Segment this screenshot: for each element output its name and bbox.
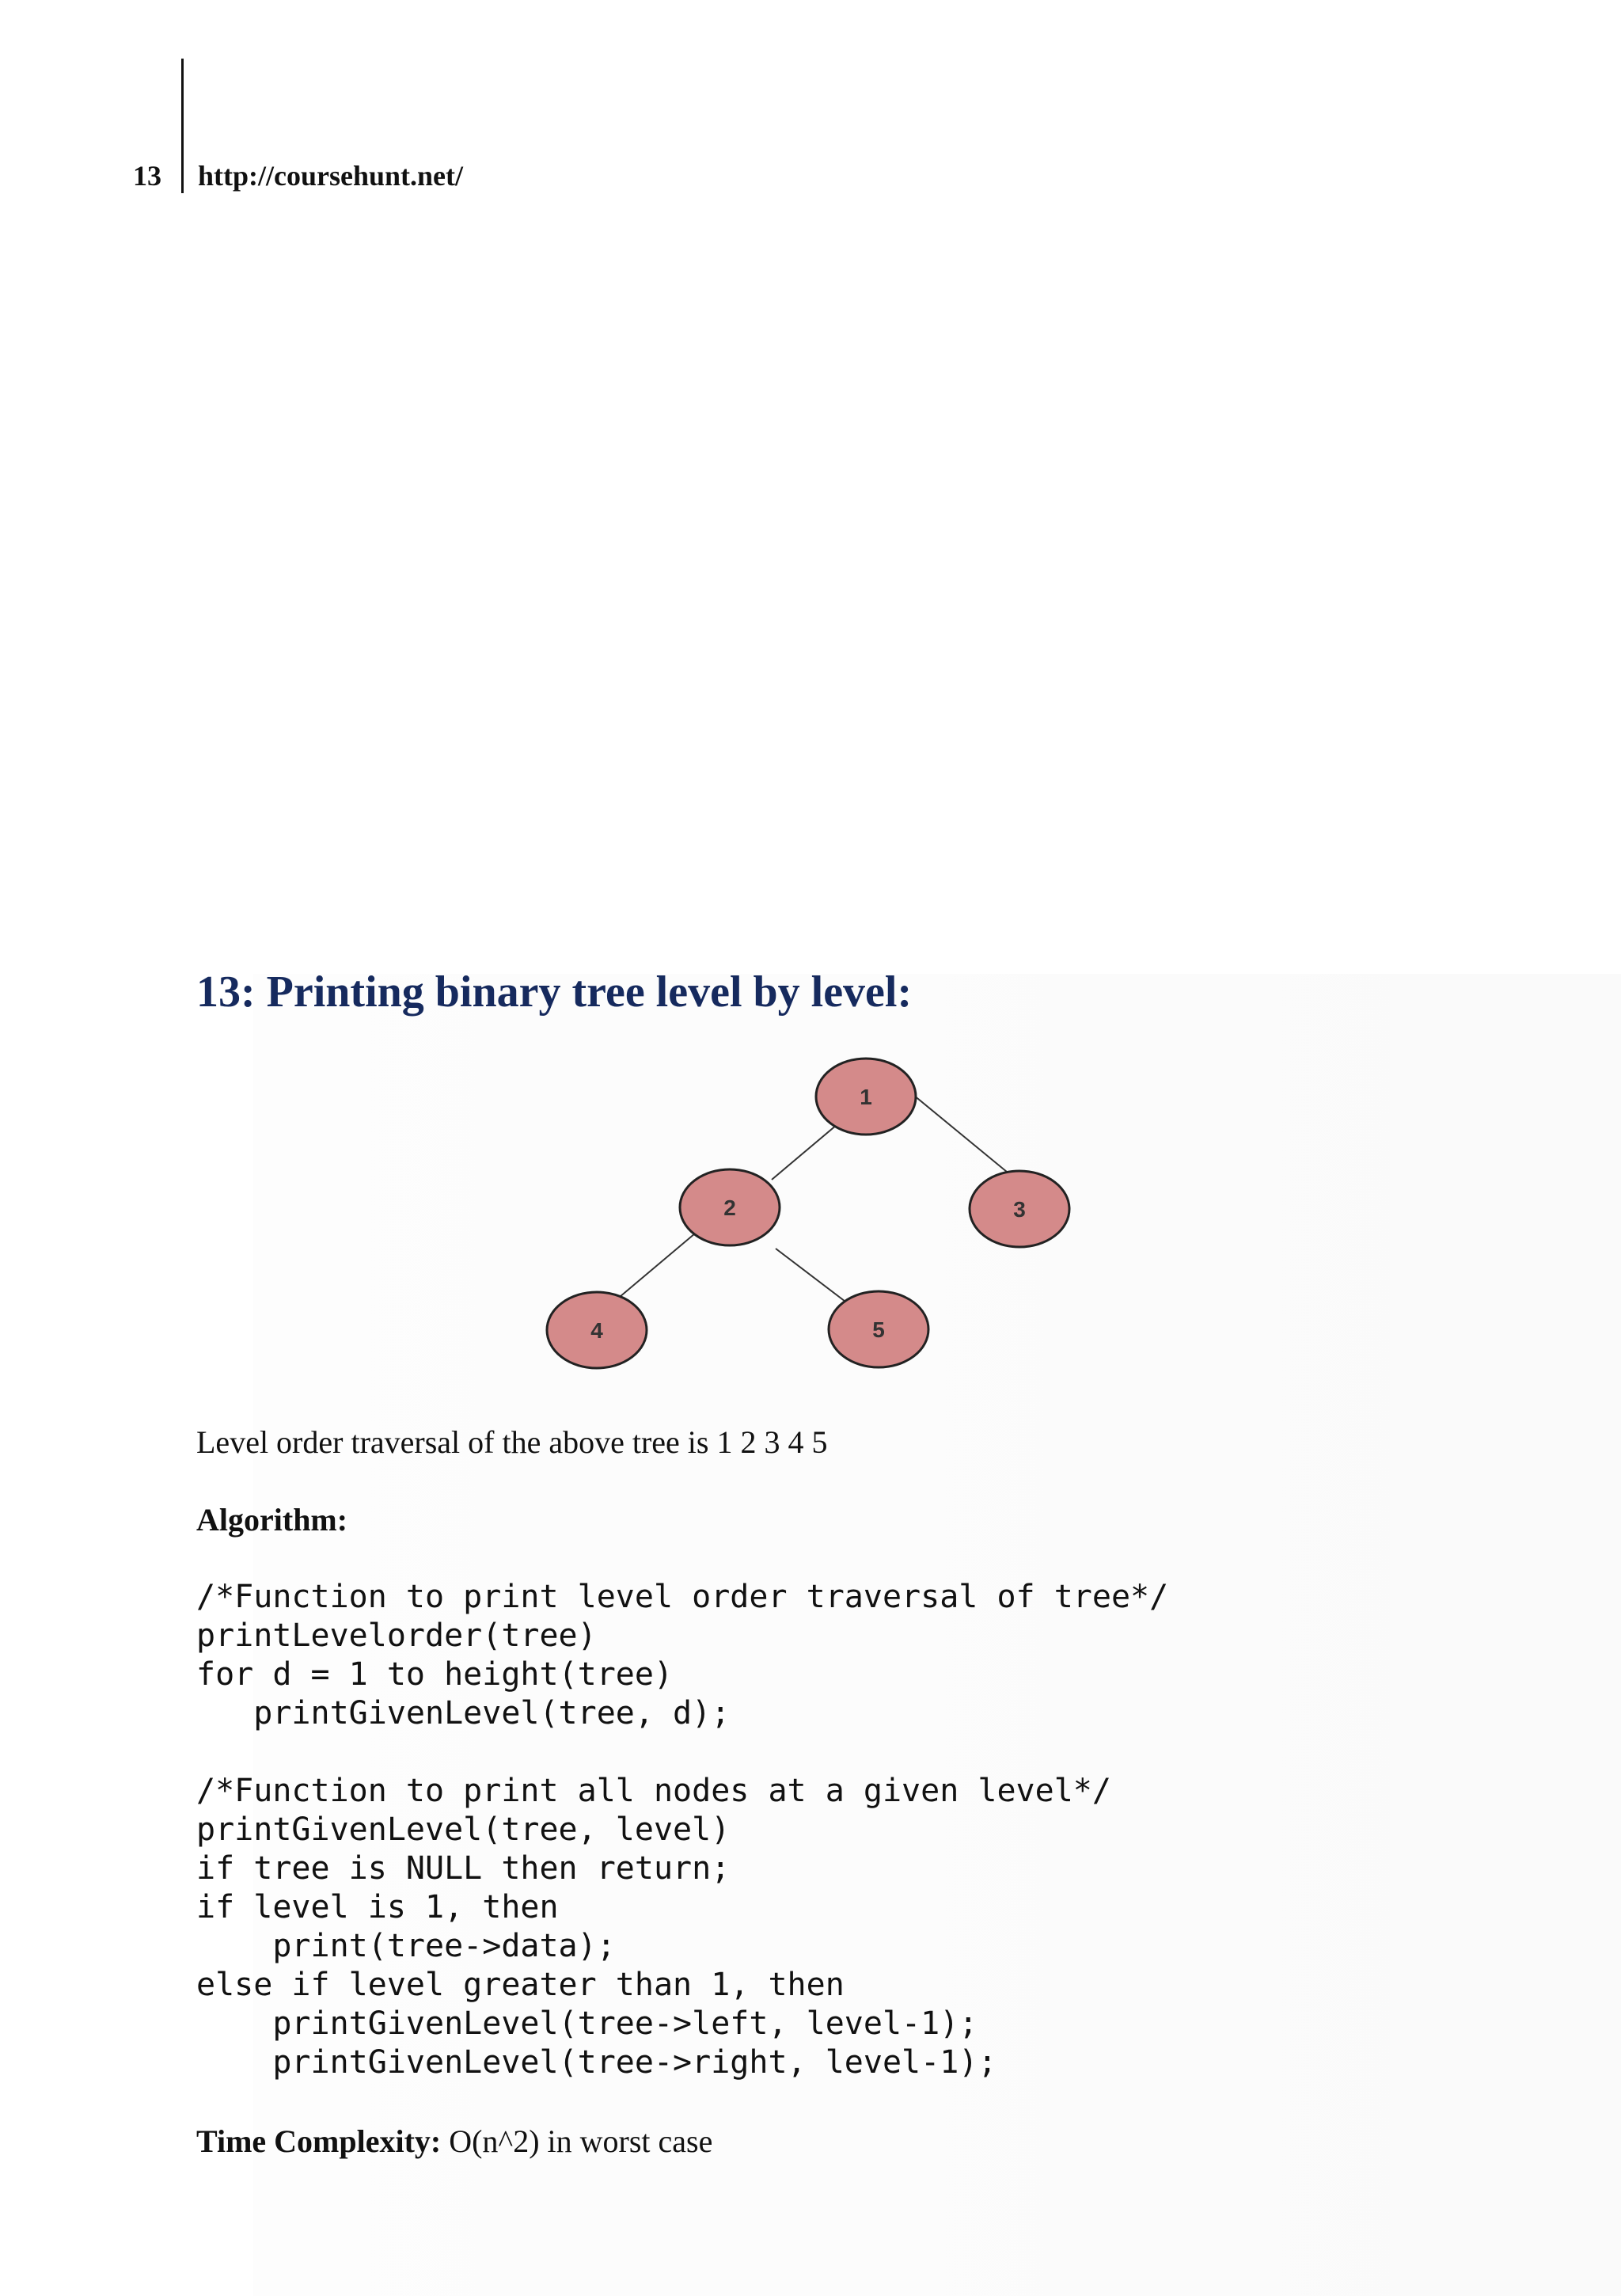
node-label-1: 1 bbox=[860, 1085, 872, 1109]
node-label-2: 2 bbox=[723, 1196, 736, 1220]
node-label-4: 4 bbox=[590, 1318, 603, 1343]
tree-node-5 bbox=[829, 1291, 928, 1367]
header-divider bbox=[181, 59, 184, 193]
tree-node-2 bbox=[680, 1169, 780, 1245]
node-label-3: 3 bbox=[1013, 1197, 1026, 1222]
node-label-5: 5 bbox=[872, 1317, 885, 1342]
code-block-print-given-level: /*Function to print all nodes at a given level*/ printGivenLevel(tree, level) if tree is NULL then return; if level is 1, then print(tree->data); else if level greater than 1, then printGivenLevel(tree->left, level-1); printGivenLevel(tree->right, level-1); bbox=[196, 1773, 1111, 2081]
tree-node-1 bbox=[816, 1059, 916, 1135]
section-title: 13: Printing binary tree level by level: bbox=[196, 967, 913, 1017]
traversal-sentence: Level order traversal of the above tree is 1 2 3 4 5 bbox=[196, 1424, 828, 1460]
time-complexity-label: Time Complexity: bbox=[196, 2123, 442, 2159]
page-number: 13 bbox=[133, 160, 161, 192]
algorithm-heading: Algorithm: bbox=[196, 1502, 348, 1538]
binary-tree-diagram bbox=[507, 1041, 1108, 1389]
time-complexity-line bbox=[196, 2122, 712, 2161]
tree-node-3 bbox=[970, 1171, 1069, 1247]
edge-2-4 bbox=[620, 1234, 695, 1297]
tree-node-4 bbox=[547, 1292, 647, 1368]
edge-2-5 bbox=[776, 1249, 848, 1304]
edge-1-3 bbox=[913, 1095, 1012, 1176]
code-block-level-order: /*Function to print level order traversal of tree*/ printLevelorder(tree) for d = 1 to height(tree) printGivenLevel(tree, d); bbox=[196, 1579, 1169, 1732]
time-complexity-value: O(n^2) in worst case bbox=[441, 2123, 713, 2159]
header-url[interactable]: http://coursehunt.net/ bbox=[198, 160, 464, 192]
